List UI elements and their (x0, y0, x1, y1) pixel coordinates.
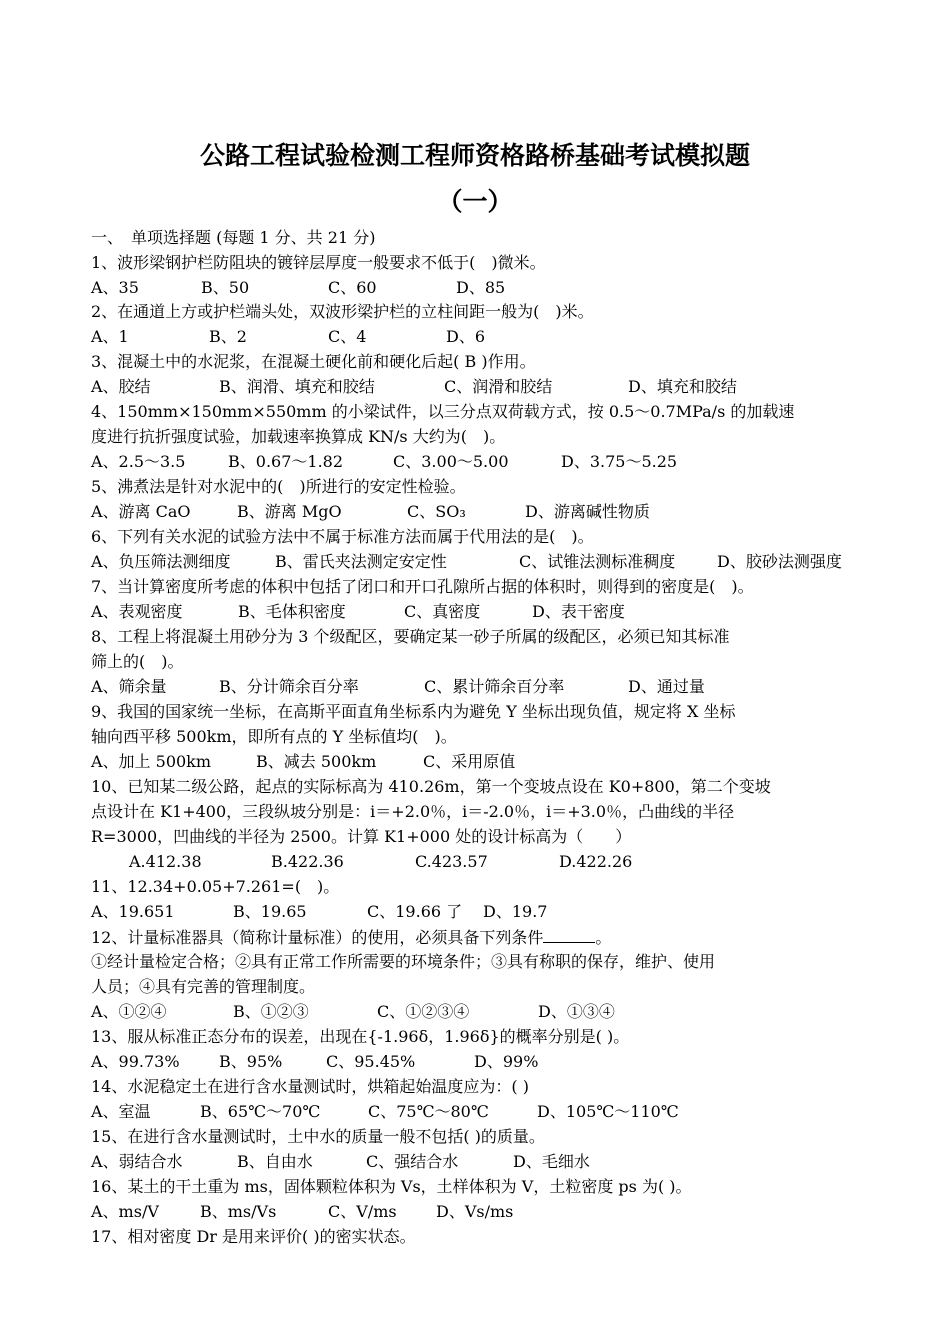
question-12-line-2: ①经计量检定合格；②具有正常工作所需要的环境条件；③具有称职的保存，维护、使用 (91, 952, 716, 971)
option-a: A、1 (91, 327, 129, 346)
question-7: 7、当计算密度所考虑的体积中包括了闭口和开口孔隙所占据的体积时，则得到的密度是( )。 (91, 577, 754, 596)
question-10-line-2: 点设计在 K1+400，三段纵坡分别是：i＝+2.0％，i＝-2.0％，i＝+3.0％，凸曲线的半径 (91, 802, 735, 821)
option-b: B、①②③ (233, 1002, 309, 1021)
section-heading: 一、 单项选择题 (每题 1 分、共 21 分) (91, 228, 376, 247)
question-4-line-1: 4、150mm×150mm×550mm 的小梁试件，以三分点双荷载方式，按 0.5～0.7MPa/s 的加载速 (91, 402, 795, 421)
option-a: A.412.38 (129, 852, 202, 871)
option-c: C、75℃～80℃ (368, 1102, 489, 1121)
option-b: B、自由水 (237, 1152, 313, 1171)
question-16: 16、某土的干土重为 ms，固体颗粒体积为 Vs，土样体积为 V，土粒密度 ps 为( )。 (91, 1177, 692, 1196)
option-c: C、采用原值 (423, 752, 516, 771)
option-b: B、游离 MgO (237, 502, 342, 521)
question-12-end: 。 (595, 928, 612, 947)
question-15: 15、在进行含水量测试时，土中水的质量一般不包括( )的质量。 (91, 1127, 545, 1146)
option-d: D、填充和胶结 (628, 377, 737, 396)
option-c: C、试锥法测标准稠度 (519, 552, 676, 571)
option-c: C、强结合水 (366, 1152, 459, 1171)
option-a: A、35 (91, 278, 139, 297)
option-c: C、V/ms (328, 1202, 397, 1221)
question-5: 5、沸煮法是针对水泥中的( )所进行的安定性检验。 (91, 477, 466, 496)
question-17: 17、相对密度 Dr 是用来评价( )的密实状态。 (91, 1227, 416, 1246)
option-d: D、105℃～110℃ (537, 1102, 679, 1121)
option-d: D、通过量 (628, 677, 705, 696)
option-b: B、润滑、填充和胶结 (219, 377, 375, 396)
question-9-line-2: 轴向西平移 500km，即所有点的 Y 坐标值均( )。 (91, 727, 457, 746)
option-c: C、润滑和胶结 (444, 377, 553, 396)
option-b: B、毛体积密度 (238, 602, 346, 621)
option-b: B、65℃～70℃ (200, 1102, 321, 1121)
option-c: C、SO₃ (407, 502, 466, 521)
option-d: D、游离碱性物质 (525, 502, 650, 521)
question-12-line-3: 人员；④具有完善的管理制度。 (91, 977, 316, 996)
question-2: 2、在通道上方或护栏端头处，双波形梁护栏的立柱间距一般为( )米。 (91, 302, 594, 321)
option-a: A、筛余量 (91, 677, 167, 696)
option-d: D、6 (446, 327, 486, 346)
question-13: 13、服从标准正态分布的误差，出现在{-1.96δ，1.96δ}的概率分别是( )。 (91, 1027, 630, 1046)
option-a: A、2.5～3.5 (91, 452, 186, 471)
option-a: A、加上 500km (91, 752, 212, 771)
question-1: 1、波形梁钢护栏防阻块的镀锌层厚度一般要求不低于( )微米。 (91, 253, 546, 272)
question-9-line-1: 9、我国的国家统一坐标，在高斯平面直角坐标系内为避免 Y 坐标出现负值，规定将 X 坐标 (91, 702, 736, 721)
option-c: C、19.66 了 (367, 902, 463, 921)
option-d: D、表干密度 (532, 602, 625, 621)
question-12-line-1 (91, 927, 611, 948)
option-b: B、0.67～1.82 (228, 452, 344, 471)
question-8-line-2: 筛上的( )。 (91, 652, 184, 671)
option-b: B、雷氏夹法测定安定性 (275, 552, 447, 571)
option-a: A、19.651 (91, 902, 175, 921)
question-10-line-3: R=3000，凹曲线的半径为 2500。计算 K1+000 处的设计标高为（ ） (91, 827, 632, 846)
option-c: C、①②③④ (377, 1002, 470, 1021)
page-title: 公路工程试验检测工程师资格路桥基础考试模拟题 (199, 141, 750, 170)
option-d: D、85 (456, 278, 506, 297)
option-c: C.423.57 (415, 852, 488, 871)
answer-blank (543, 927, 595, 943)
option-a: A、表观密度 (91, 602, 183, 621)
option-a: A、①②④ (91, 1002, 167, 1021)
option-b: B、95% (219, 1052, 283, 1071)
option-a: A、弱结合水 (91, 1152, 183, 1171)
option-d: D.422.26 (559, 852, 633, 871)
option-b: B、2 (209, 327, 247, 346)
option-c: C、累计筛余百分率 (424, 677, 565, 696)
option-d: D、毛细水 (513, 1152, 590, 1171)
question-14: 14、水泥稳定土在进行含水量测试时，烘箱起始温度应为：( ) (91, 1077, 529, 1096)
option-a: A、游离 CaO (91, 502, 191, 521)
option-d: D、99% (474, 1052, 539, 1071)
option-c: C、真密度 (404, 602, 481, 621)
question-12-text: 12、计量标准器具（简称计量标准）的使用，必须具备下列条件 (91, 928, 544, 947)
option-a: A、室温 (91, 1102, 151, 1121)
option-c: C、95.45% (326, 1052, 416, 1071)
option-a: A、99.73% (91, 1052, 180, 1071)
option-d: D、①③④ (538, 1002, 615, 1021)
option-a: A、胶结 (91, 377, 151, 396)
option-b: B、50 (201, 278, 250, 297)
option-a: A、ms/V (91, 1202, 159, 1221)
option-c: C、3.00～5.00 (393, 452, 509, 471)
option-b: B、19.65 (233, 902, 307, 921)
option-b: B.422.36 (271, 852, 344, 871)
option-b: B、减去 500km (256, 752, 377, 771)
option-d: D、Vs/ms (436, 1202, 514, 1221)
option-b: B、ms/Vs (200, 1202, 277, 1221)
question-3: 3、混凝土中的水泥浆，在混凝土硬化前和硬化后起( B )作用。 (91, 352, 536, 371)
question-4-line-2: 度进行抗折强度试验，加载速率换算成 KN/s 大约为( )。 (91, 427, 506, 446)
option-b: B、分计筛余百分率 (219, 677, 359, 696)
question-6: 6、下列有关水泥的试验方法中不属于标准方法而属于代用法的是( )。 (91, 527, 594, 546)
question-8-line-1: 8、工程上将混凝土用砂分为 3 个级配区，要确定某一砂子所属的级配区，必须已知其标准 (91, 627, 730, 646)
option-a: A、负压筛法测细度 (91, 552, 231, 571)
option-d: D、胶砂法测强度 (717, 552, 842, 571)
page-subtitle: （一） (437, 187, 513, 216)
option-c: C、60 (328, 278, 377, 297)
option-d: D、3.75～5.25 (561, 452, 678, 471)
option-d: D、19.7 (483, 902, 548, 921)
question-11: 11、12.34+0.05+7.261=( )。 (91, 877, 340, 896)
question-10-line-1: 10、已知某二级公路，起点的实际标高为 410.26m，第一个变坡点设在 K0+800，第二个变坡 (91, 777, 771, 796)
option-c: C、4 (328, 327, 367, 346)
